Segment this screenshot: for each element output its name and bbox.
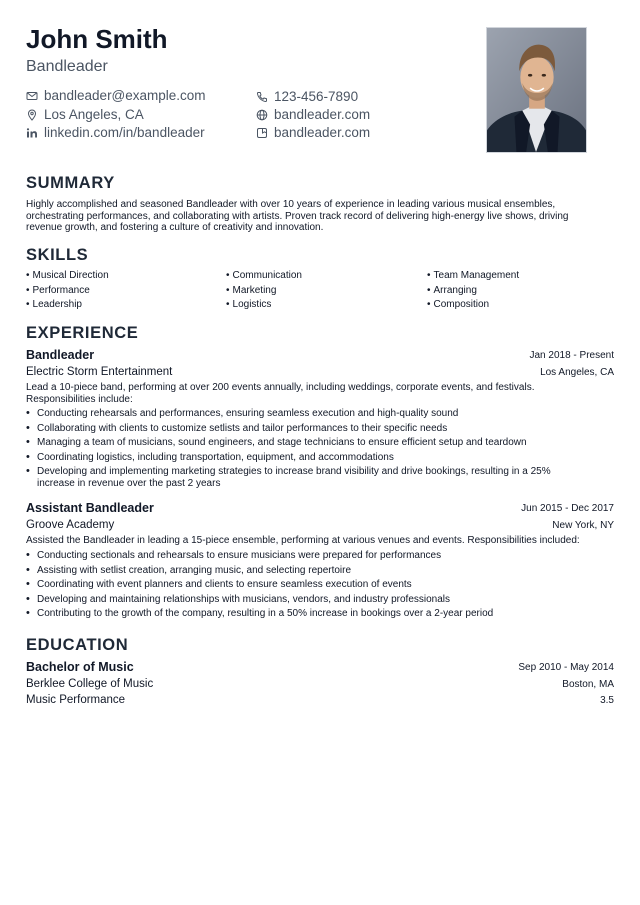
contact-phone[interactable] [256, 89, 358, 104]
contact-portfolio[interactable] [256, 125, 370, 140]
contact-portfolio-text: bandleader.com [274, 125, 371, 140]
job-description: Assisted the Bandleader in leading a 15-piece ensemble, performing at various venues and events. Responsibilities included: [26, 535, 580, 546]
skill-item: • Arranging [427, 285, 477, 296]
map-pin-icon [26, 109, 38, 121]
job-title: Assistant Bandleader [26, 501, 154, 515]
list-item: • Assisting with setlist creation, arranging music, and selecting repertoire [26, 565, 594, 577]
summary-heading: SUMMARY [26, 174, 115, 192]
skill-item: • Logistics [226, 299, 271, 310]
contact-location-text: Los Angeles, CA [44, 107, 144, 122]
education-dates: Sep 2010 - May 2014 [518, 662, 614, 673]
skill-item: • Marketing [226, 285, 276, 296]
list-item: • Coordinating logistics, including transportation, equipment, and accommodations [26, 452, 594, 464]
job-description: Lead a 10-piece band, performing at over 200 events annually, including weddings, corporate events, and festivals. Responsibilities include: [26, 382, 535, 405]
gpa: 3.5 [600, 695, 614, 706]
linkedin-icon [26, 127, 38, 139]
contact-email-text: bandleader@example.com [44, 88, 206, 103]
field-of-study: Music Performance [26, 694, 126, 706]
list-item: • Developing and implementing marketing strategies to increase brand visibility and drive bookings, resulting in a 25% increase in revenue over the past 2 years [26, 466, 594, 489]
contact-website-text: bandleader.com [274, 107, 371, 122]
job-responsibilities [26, 408, 594, 492]
list-item: • Collaborating with clients to customize setlists and tailor performances to their specific needs [26, 423, 594, 435]
education-heading: EDUCATION [26, 636, 129, 654]
school-name: Berklee College of Music [26, 678, 154, 690]
job-location: Los Angeles, CA [540, 367, 614, 378]
phone-icon [256, 91, 268, 103]
skill-item: • Communication [226, 270, 302, 281]
contact-linkedin[interactable] [26, 125, 205, 140]
candidate-role: Bandleader [26, 58, 108, 75]
skill-item: • Composition [427, 299, 489, 310]
job-dates: Jan 2018 - Present [529, 350, 614, 361]
list-item: • Conducting sectionals and rehearsals to ensure musicians were prepared for performances [26, 550, 594, 562]
degree-title: Bachelor of Music [26, 660, 134, 674]
job-company: Groove Academy [26, 519, 115, 531]
candidate-name: John Smith [26, 24, 168, 54]
list-item: • Conducting rehearsals and performances, ensuring seamless execution and high-quality sound [26, 408, 594, 420]
job-responsibilities [26, 550, 594, 623]
list-item: • Coordinating with event planners and clients to ensure seamless execution of events [26, 579, 594, 591]
list-item: • Developing and maintaining relationships with musicians, vendors, and industry professionals [26, 594, 594, 606]
job-location: New York, NY [552, 520, 614, 531]
skill-item: • Musical Direction [26, 270, 109, 281]
contact-linkedin-text: linkedin.com/in/bandleader [44, 125, 205, 140]
skills-heading: SKILLS [26, 246, 89, 264]
profile-photo [486, 27, 587, 153]
contact-email[interactable] [26, 88, 206, 103]
mail-icon [26, 90, 38, 102]
job-dates: Jun 2015 - Dec 2017 [521, 503, 614, 514]
skill-item: • Team Management [427, 270, 519, 281]
globe-icon [256, 109, 268, 121]
list-item: • Contributing to the growth of the company, resulting in a 50% increase in bookings over a 2-year period [26, 608, 594, 620]
skill-item: • Performance [26, 285, 90, 296]
portfolio-icon [256, 127, 268, 139]
school-location: Boston, MA [562, 679, 614, 690]
summary-text: Highly accomplished and seasoned Bandleader with over 10 years of experience in leading various musical ensembles, orchestrating performances, and collaborating with artists. Proven track record of delivering high-energy live shows, driving revenue growth, and fostering a culture of creativity and innovation. [26, 199, 569, 233]
contact-website[interactable] [256, 107, 370, 122]
job-title: Bandleader [26, 348, 95, 362]
skill-item: • Leadership [26, 299, 82, 310]
job-company: Electric Storm Entertainment [26, 366, 173, 378]
contact-phone-text: 123-456-7890 [274, 89, 359, 104]
list-item: • Managing a team of musicians, sound engineers, and stage technicians to ensure efficient setup and teardown [26, 437, 594, 449]
experience-heading: EXPERIENCE [26, 324, 139, 342]
contact-location [26, 107, 144, 122]
